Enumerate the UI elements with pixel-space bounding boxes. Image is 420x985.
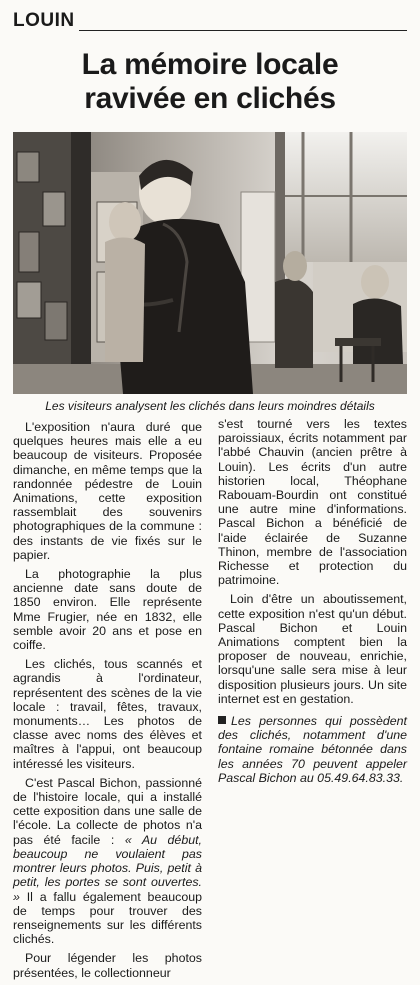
paragraph: Pour légender les photos présentées, le collectionneur (13, 951, 202, 980)
paragraph-text: Il a fallu également beaucoup de temps pour trouver des renseignements sur les différents clichés. (13, 889, 202, 947)
contact-note (218, 714, 407, 785)
right-column (218, 417, 407, 790)
quote: « Au début, beaucoup ne voulaient pas montrer leurs photos. Puis, petit à petit, les portes se sont ouvertes. » (13, 832, 202, 904)
paragraph: La photographie la plus ancienne date sans doute de 1850 environ. Elle représente Mme Frugier, née en 1832, elle semble avoir 20 ans et pose en coiffe. (13, 567, 202, 653)
left-column (13, 420, 202, 985)
photo-illustration (13, 132, 407, 394)
rubric-rule (79, 30, 407, 31)
paragraph: s'est tourné vers les textes paroissiaux, écrits notamment par l'abbé Chauvin (ancien prêtre à Louin). Les écrits d'un autre historien local, Théophane Rabouam-Bourdin ont constitué une autre mine d'informations. Pascal Bichon a bénéficié de l'aide éclairée de Suzanne Thinon, membre de l'association Richesse et protection du patrimoine. (218, 417, 407, 588)
paragraph: Loin d'être un aboutissement, cette exposition n'est qu'un début. Pascal Bichon et Louin Animations comptent bien la proposer de nouveau, enrichie, lorsqu'une salle sera mise à leur disposition plusieurs jours. Un site internet est en gestation. (218, 592, 407, 706)
headline-line-2: ravivée en clichés (84, 82, 336, 115)
rubric-label: LOUIN (13, 10, 75, 31)
section-rubric (13, 10, 407, 32)
paragraph: L'exposition n'aura duré que quelques heures mais elle a eu beaucoup de visiteurs. Proposée dimanche, en même temps que la randonnée pédestre de Louin Animations, cette exposition rassemblait des souvenirs photographiques de la commune : des instants de vie fixés sur le papier. (13, 420, 202, 562)
article-photo (13, 132, 407, 394)
paragraph (13, 776, 202, 946)
article-body (13, 417, 407, 980)
square-bullet-icon (218, 716, 226, 724)
paragraph: Les clichés, tous scannés et agrandis à l'ordinateur, représentent des scènes de la vie locale : travail, fêtes, travaux, monuments… Les photos de classe avec noms des élèves et maîtres à l'appui, ont beaucoup intéressé les visiteurs. (13, 657, 202, 771)
headline (13, 48, 407, 116)
headline-line-1: La mémoire locale (81, 48, 339, 81)
paragraph-text: C'est Pascal Bichon, passionné de l'histoire locale, qui a installé cette exposition dans une salle de l'école. La collecte de photos n'a pas été facile : (13, 775, 202, 847)
photo-caption: Les visiteurs analysent les clichés dans leurs moindres détails (45, 399, 375, 413)
note-text: Les personnes qui possèdent des clichés, notamment d'une fontaine romaine bétonnée dans les années 70 peuvent appeler Pascal Bichon au 05.49.64.83.33. (218, 714, 407, 785)
